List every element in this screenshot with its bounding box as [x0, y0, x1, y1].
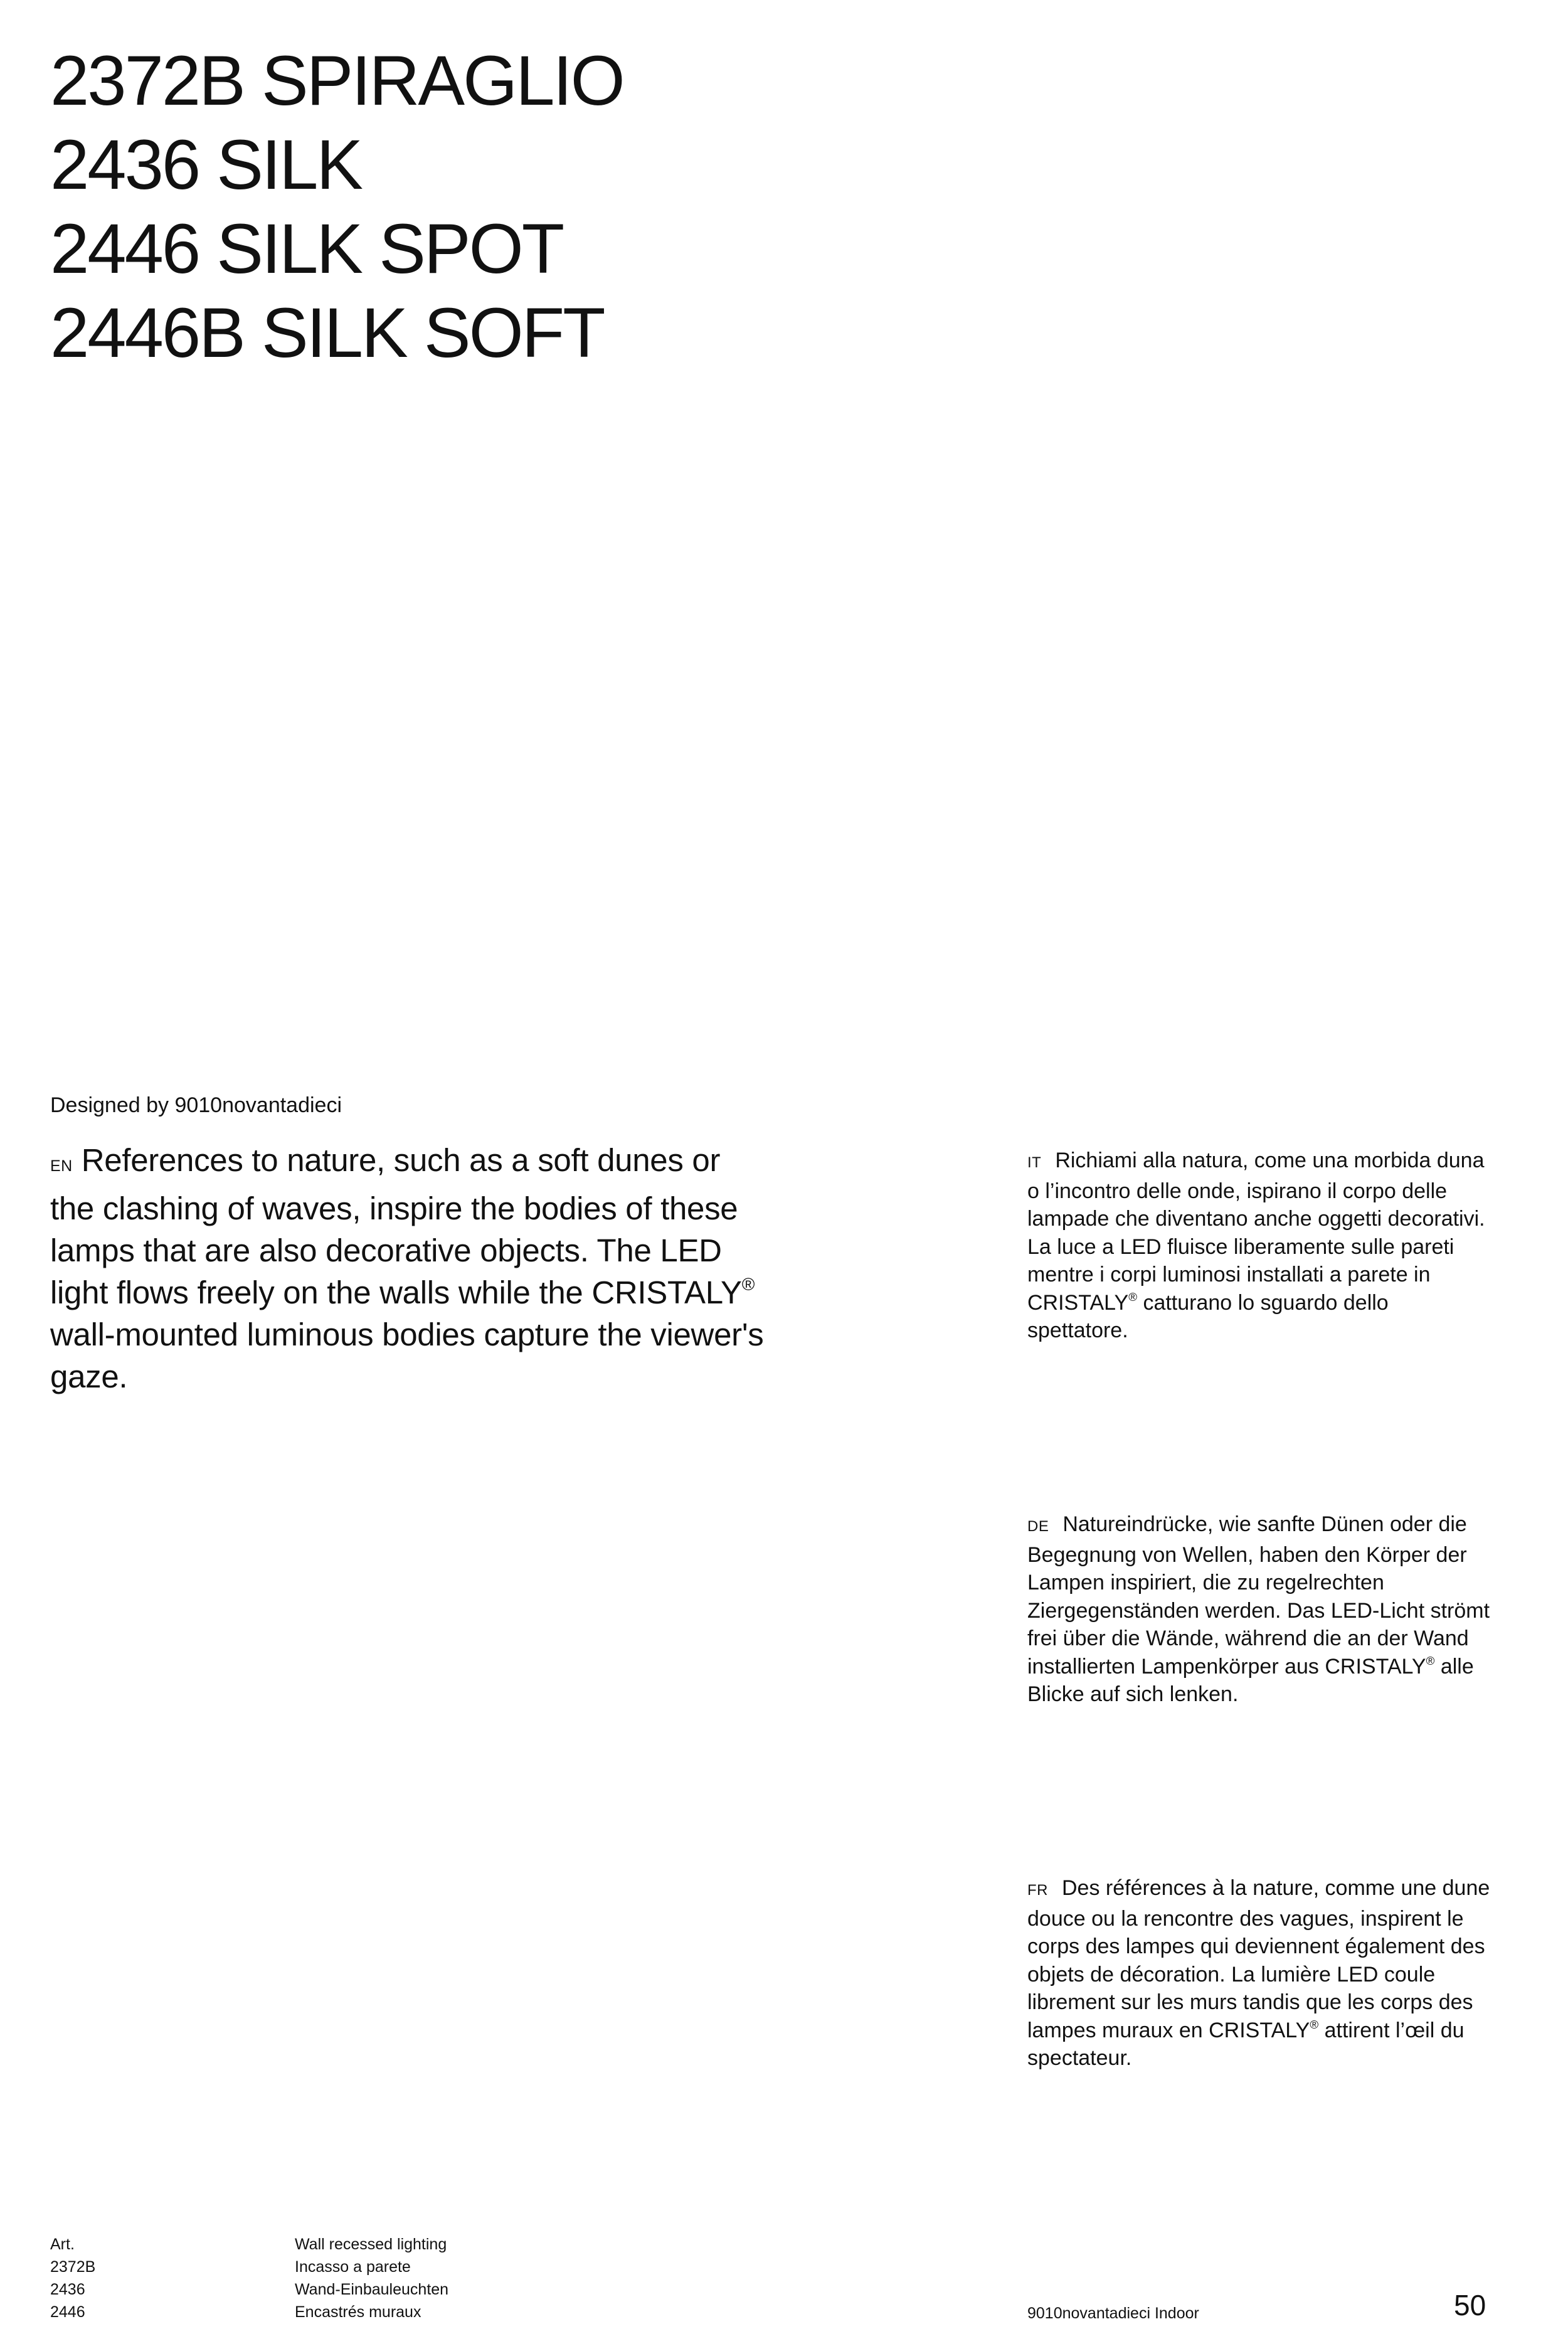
registered-mark: ®	[1426, 1653, 1435, 1667]
description-fr-text-end: attirent l’œil du spectateur.	[1027, 2018, 1465, 2070]
language-tag-en: EN	[50, 1157, 73, 1175]
page-number: 50	[1454, 2289, 1486, 2321]
footer-category: Encastrés muraux	[295, 2303, 421, 2321]
description-fr-text: Des références à la nature, comme une dune douce ou la rencontre des vagues, inspirent le corps des lampes qui deviennent également des objets de décoration. La lumière LED coule librement sur les murs tandis que les corps des lampes muraux en CRISTALY	[1027, 1876, 1490, 2042]
footer-category: Wand-Einbauleuchten	[295, 2281, 449, 2298]
description-de	[1027, 1510, 1491, 1709]
designer-credit: Designed by 9010novantadieci	[50, 1093, 342, 1117]
footer-article-code: 2446	[50, 2303, 85, 2321]
description-en-text-end: wall-mounted luminous bodies capture the viewer's gaze.	[50, 1317, 764, 1394]
description-it	[1027, 1147, 1491, 1345]
description-de-text: Natureindrücke, wie sanfte Dünen oder die Begegnung von Wellen, haben den Körper der Lampen inspiriert, die zu regelrechten Ziergegenständen werden. Das LED-Licht strömt frei über die Wände, während die an der Wand installierten Lampenkörper aus CRISTALY	[1027, 1512, 1490, 1679]
footer-brand: 9010novantadieci Indoor	[1027, 2305, 1199, 2322]
description-fr	[1027, 1874, 1491, 2072]
footer-article-list	[50, 2233, 95, 2323]
language-tag-it: IT	[1027, 1154, 1042, 1171]
language-tag-fr: FR	[1027, 1882, 1048, 1899]
footer-article-code: 2372B	[50, 2258, 96, 2276]
registered-mark: ®	[1128, 1290, 1137, 1303]
product-title: 2372B SPIRAGLIO	[50, 41, 623, 120]
description-de-text-end: alle Blicke auf sich lenken.	[1027, 1654, 1474, 1706]
registered-mark: ®	[741, 1274, 755, 1294]
footer-article-label: Art.	[50, 2236, 75, 2253]
description-en	[50, 1139, 765, 1398]
description-it-text-end: catturano lo sguardo dello spettatore.	[1027, 1290, 1389, 1342]
product-titles	[50, 39, 623, 375]
product-title: 2446B SILK SOFT	[50, 294, 604, 372]
footer-article-code: 2436	[50, 2281, 85, 2298]
footer-category: Wall recessed lighting	[295, 2236, 447, 2253]
footer-category: Incasso a parete	[295, 2258, 411, 2276]
footer-category-list	[295, 2233, 448, 2323]
registered-mark: ®	[1310, 2017, 1319, 2031]
product-title: 2446 SILK SPOT	[50, 210, 563, 288]
description-en-text: References to nature, such as a soft dunes or the clashing of waves, inspire the bodies of these lamps that are also decorative objects. The LED light flows freely on the walls while the CRISTALY	[50, 1142, 742, 1310]
description-it-text: Richiami alla natura, come una morbida duna o l’incontro delle onde, ispirano il corpo delle lampade che diventano anche oggetti decorativi. La luce a LED fluisce liberamente sulle pareti mentre i corpi luminosi installati a parete in CRISTALY	[1027, 1149, 1485, 1315]
product-title: 2436 SILK	[50, 125, 362, 204]
language-tag-de: DE	[1027, 1518, 1049, 1535]
